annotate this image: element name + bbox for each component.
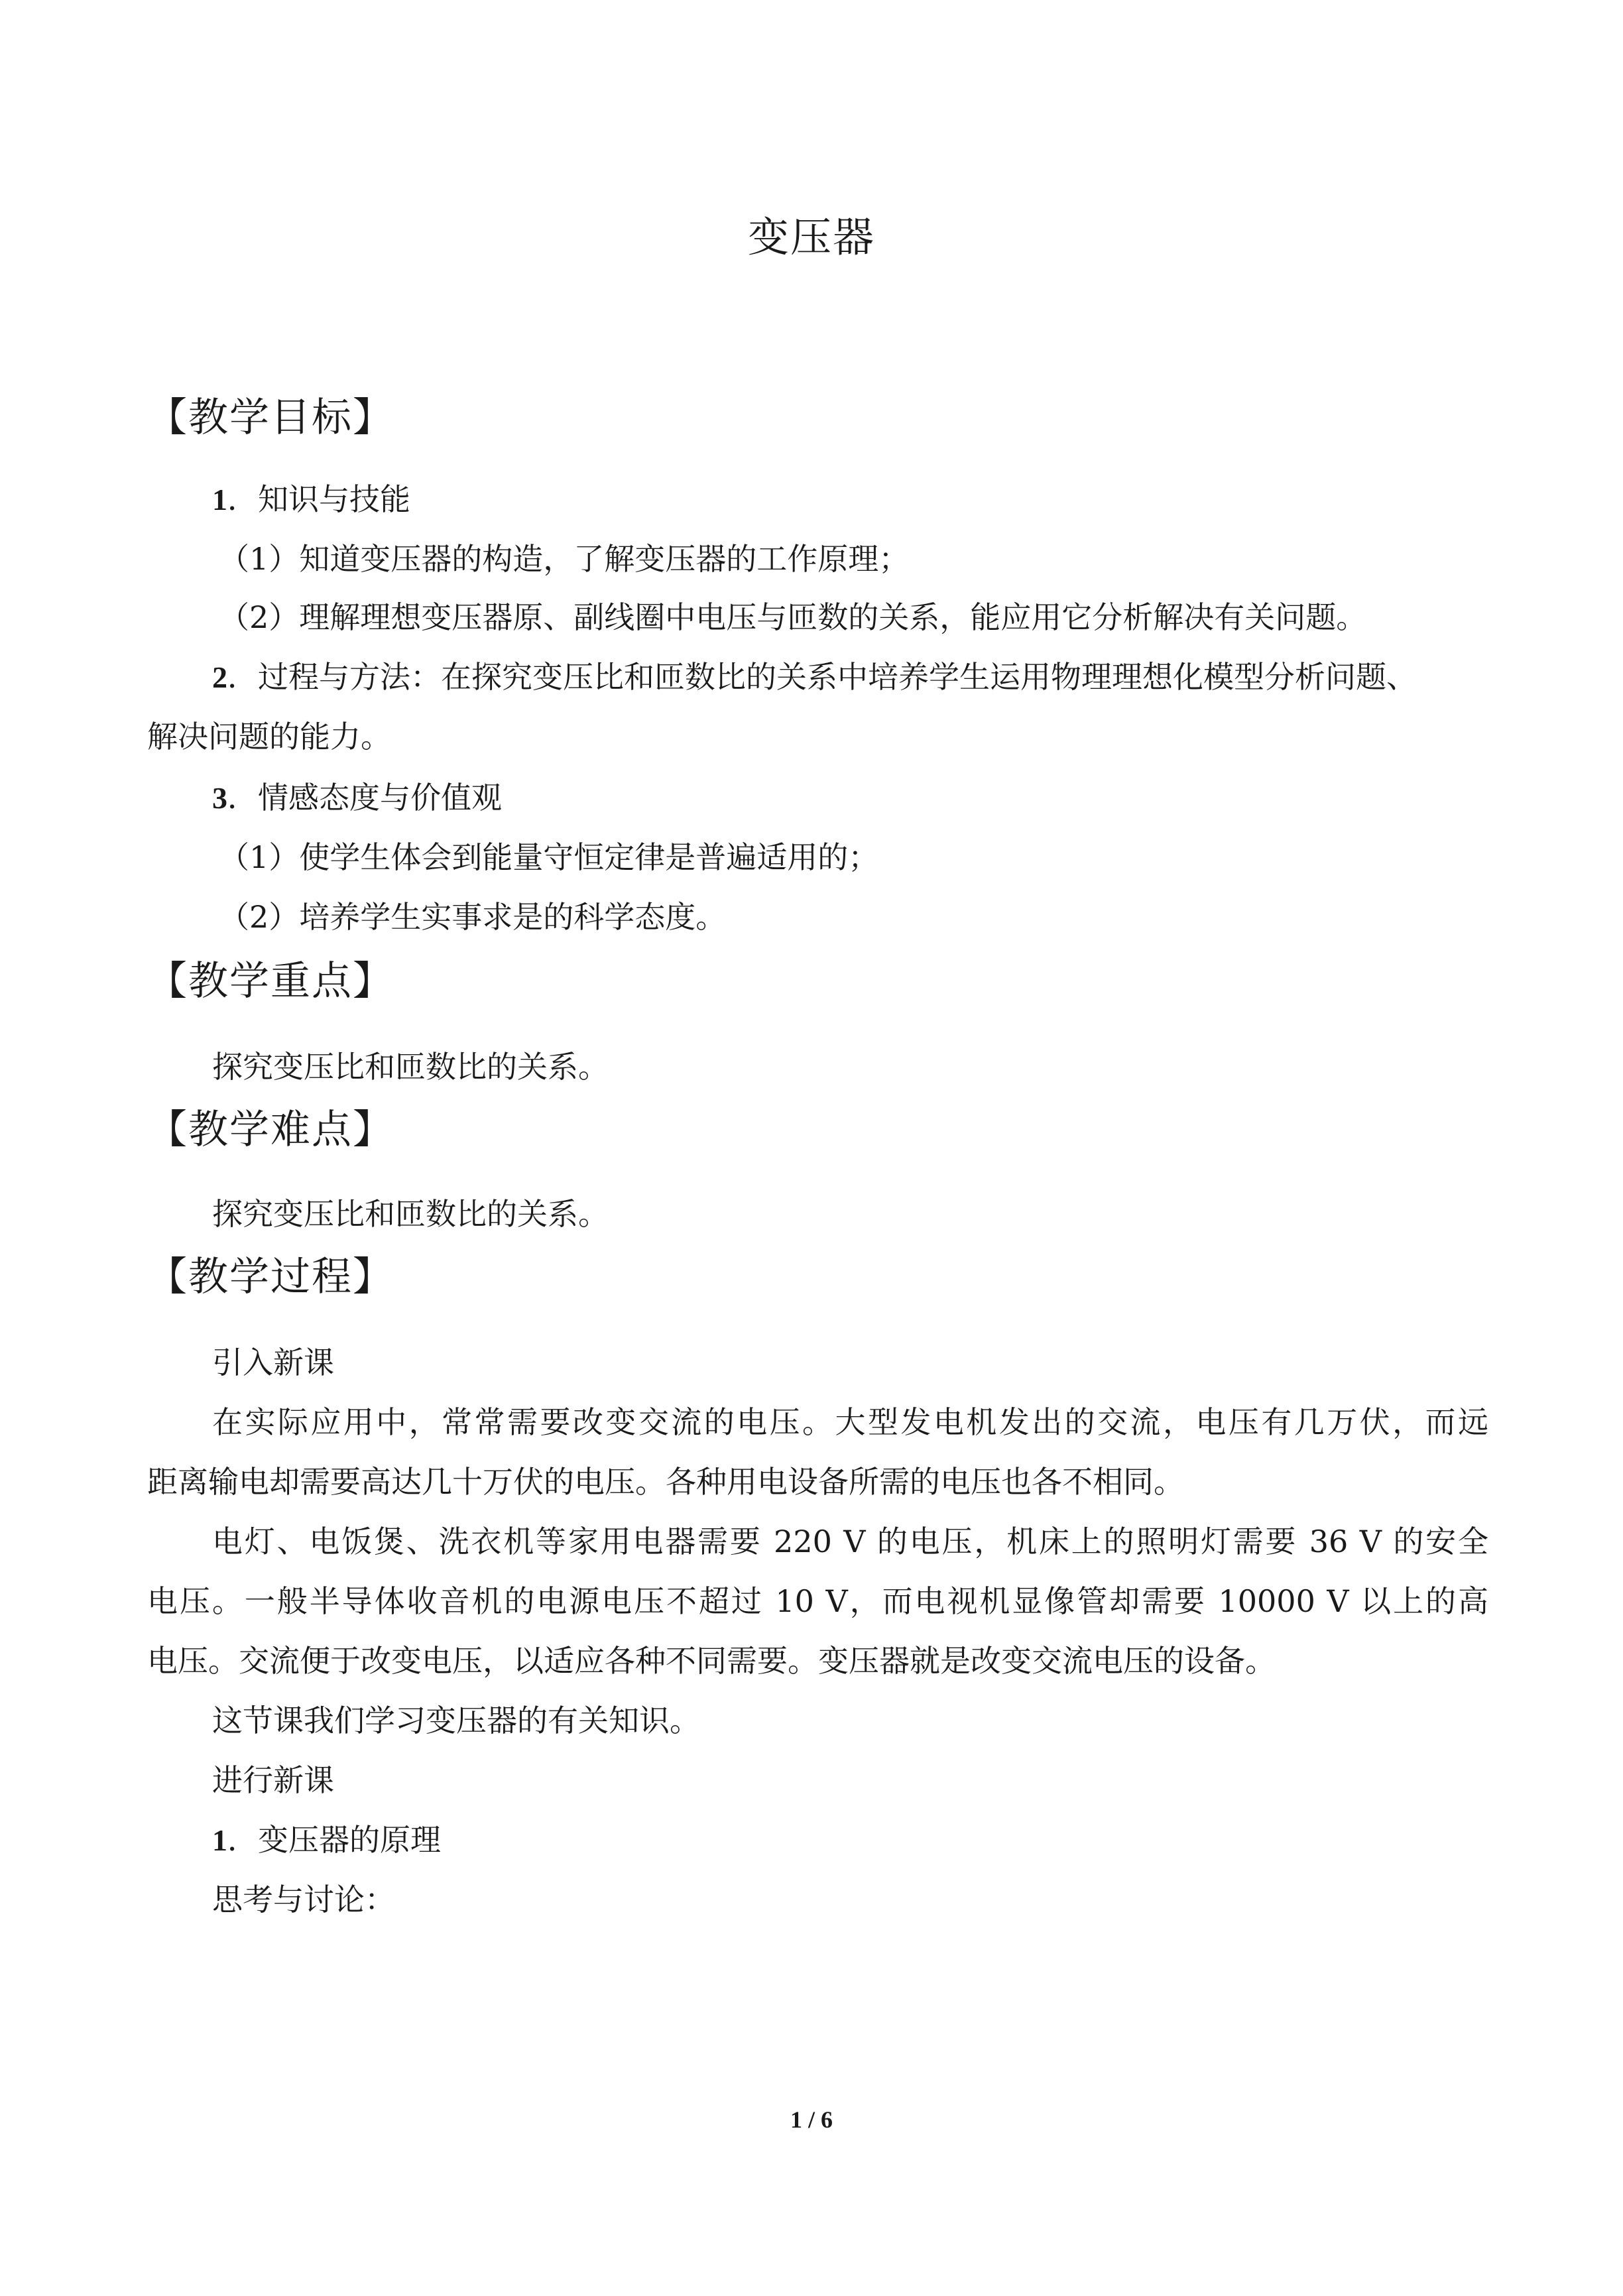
- think-discuss-label: 思考与讨论：: [212, 1882, 395, 1917]
- objective-number: 1: [212, 483, 227, 516]
- objective-knowledge-2: （2）理解理想变压器原、副线圈中电压与匝数的关系，能应用它分析解决有关问题。: [219, 599, 1367, 635]
- subsection-transformer-principle: [212, 1819, 441, 1861]
- subsection-label: ．变压器的原理: [227, 1822, 441, 1858]
- section-heading-difficulties: 【教学难点】: [147, 1107, 394, 1153]
- paragraph-line: 电压。一般半导体收音机的电源电压不超过 10 V，而电视机显像管却需要 10000 V 以上的高: [147, 1583, 1488, 1619]
- objective-knowledge-title: [212, 479, 410, 520]
- objective-emotion-title: [212, 777, 502, 819]
- objective-process-continuation: 解决问题的能力。: [147, 719, 391, 755]
- page-title: 变压器: [747, 213, 875, 261]
- subsection-number: 1: [212, 1823, 227, 1857]
- objective-process-title: [212, 656, 1417, 698]
- section-heading-objectives: 【教学目标】: [147, 394, 394, 441]
- section-heading-keypoints: 【教学重点】: [147, 958, 394, 1004]
- paragraph-line: 在实际应用中，常常需要改变交流的电压。大型发电机发出的交流，电压有几万伏，而远: [212, 1404, 1488, 1440]
- objective-label: ．过程与方法：在探究变压比和匝数比的关系中培养学生运用物理理想化模型分析问题、: [227, 659, 1417, 695]
- objective-number: 2: [212, 660, 227, 694]
- difficulties-text: 探究变压比和匝数比的关系。: [212, 1196, 609, 1232]
- paragraph-line: 距离输电却需要高达几十万伏的电压。各种用电设备所需的电压也各不相同。: [147, 1464, 1184, 1500]
- objective-label: ．情感态度与价值观: [227, 780, 502, 816]
- section-heading-process: 【教学过程】: [147, 1254, 394, 1300]
- objective-emotion-2: （2）培养学生实事求是的科学态度。: [219, 899, 727, 935]
- paragraph-line: 电灯、电饭煲、洗衣机等家用电器需要 220 V 的电压，机床上的照明灯需要 36 V 的安全: [212, 1524, 1488, 1559]
- paragraph-line: 这节课我们学习变压器的有关知识。: [212, 1703, 700, 1738]
- paragraph-line: 电压。交流便于改变电压，以适应各种不同需要。变压器就是改变交流电压的设备。: [147, 1643, 1276, 1679]
- objective-number: 3: [212, 781, 227, 815]
- objective-emotion-1: （1）使学生体会到能量守恒定律是普遍适用的；: [219, 839, 879, 875]
- intro-heading: 引入新课: [212, 1345, 334, 1380]
- objective-knowledge-1: （1）知道变压器的构造，了解变压器的工作原理；: [219, 541, 910, 577]
- new-lesson-heading: 进行新课: [212, 1762, 334, 1798]
- objective-label: ．知识与技能: [227, 481, 410, 517]
- keypoints-text: 探究变压比和匝数比的关系。: [212, 1049, 609, 1085]
- page-number: 1 / 6: [790, 2106, 833, 2133]
